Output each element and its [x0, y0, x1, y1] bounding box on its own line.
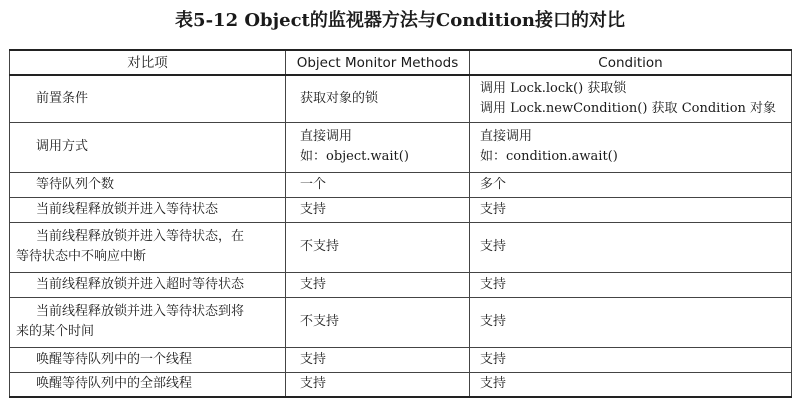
condition-cell — [470, 75, 792, 122]
table-row — [10, 75, 792, 122]
header-condition: Condition — [470, 50, 792, 75]
cell-text: 等待状态中不响应中断 — [16, 249, 147, 264]
cell-text: 等待队列个数 — [36, 176, 115, 192]
cell-text: 当前线程释放锁并进入超时等待状态 — [36, 276, 245, 292]
table-caption: 表5-12 Object的监视器方法与Condition接口的对比 — [175, 10, 625, 31]
cell-text: 唤醒等待队列中的全部线程 — [36, 376, 193, 392]
cell-text: 不支持 — [300, 314, 340, 329]
object-monitor-cell — [286, 372, 470, 397]
cell-text: 调用方式 — [36, 139, 89, 154]
row-label-cell — [10, 297, 286, 347]
condition-cell — [470, 272, 792, 297]
cell-text: 支持 — [480, 239, 507, 254]
cell-text: 支持 — [300, 351, 327, 367]
object-monitor-cell — [286, 272, 470, 297]
row-label-cell — [10, 222, 286, 272]
row-label-cell — [10, 197, 286, 222]
cell-text: 当前线程释放锁并进入等待状态到将 — [36, 304, 245, 319]
table-row — [10, 172, 792, 197]
object-monitor-cell — [286, 122, 470, 172]
cell-text: 支持 — [300, 201, 327, 217]
cell-text: 支持 — [480, 276, 507, 292]
cell-text: 支持 — [480, 201, 507, 217]
cell-text: 支持 — [480, 314, 507, 329]
cell-text: 一个 — [300, 176, 327, 192]
cell-text: 如：object.wait() — [300, 149, 409, 164]
condition-cell — [470, 297, 792, 347]
condition-cell — [470, 347, 792, 372]
condition-cell — [470, 222, 792, 272]
row-label-cell — [10, 172, 286, 197]
object-monitor-cell — [286, 222, 470, 272]
table-row — [10, 272, 792, 297]
condition-cell — [470, 197, 792, 222]
cell-text: 如：condition.await() — [480, 149, 618, 164]
row-label-cell — [10, 372, 286, 397]
cell-text: 支持 — [300, 276, 327, 292]
header-object-monitor-methods: Object Monitor Methods — [286, 50, 470, 75]
table-row — [10, 122, 792, 172]
cell-text: 前置条件 — [36, 90, 89, 106]
table-row — [10, 297, 792, 347]
object-monitor-cell — [286, 347, 470, 372]
comparison-table — [9, 49, 792, 398]
cell-text: 支持 — [480, 376, 507, 392]
cell-text: 支持 — [480, 351, 507, 367]
row-label-cell — [10, 347, 286, 372]
row-label-cell — [10, 122, 286, 172]
object-monitor-cell — [286, 172, 470, 197]
table-row — [10, 197, 792, 222]
row-label-cell — [10, 272, 286, 297]
cell-text: 调用 Lock.newCondition() 获取 Condition 对象 — [480, 100, 777, 116]
cell-text: 多个 — [480, 176, 507, 192]
object-monitor-cell — [286, 297, 470, 347]
condition-cell — [470, 172, 792, 197]
table-row — [10, 347, 792, 372]
cell-text: 来的某个时间 — [16, 324, 95, 339]
cell-text: 当前线程释放锁并进入等待状态，在 — [36, 229, 245, 244]
table-row — [10, 372, 792, 397]
cell-text: 直接调用 — [480, 129, 533, 144]
cell-text: 唤醒等待队列中的一个线程 — [36, 351, 193, 367]
condition-cell — [470, 122, 792, 172]
object-monitor-cell — [286, 75, 470, 122]
table-row — [10, 222, 792, 272]
cell-text: 调用 Lock.lock() 获取锁 — [480, 80, 627, 96]
header-comparison-item: 对比项 — [10, 50, 286, 75]
cell-text: 不支持 — [300, 239, 340, 254]
cell-text: 当前线程释放锁并进入等待状态 — [36, 201, 219, 217]
row-label-cell — [10, 75, 286, 122]
object-monitor-cell — [286, 197, 470, 222]
cell-text: 直接调用 — [300, 129, 353, 144]
table-header-row — [10, 50, 792, 75]
cell-text: 获取对象的锁 — [300, 90, 379, 106]
condition-cell — [470, 372, 792, 397]
cell-text: 支持 — [300, 376, 327, 392]
